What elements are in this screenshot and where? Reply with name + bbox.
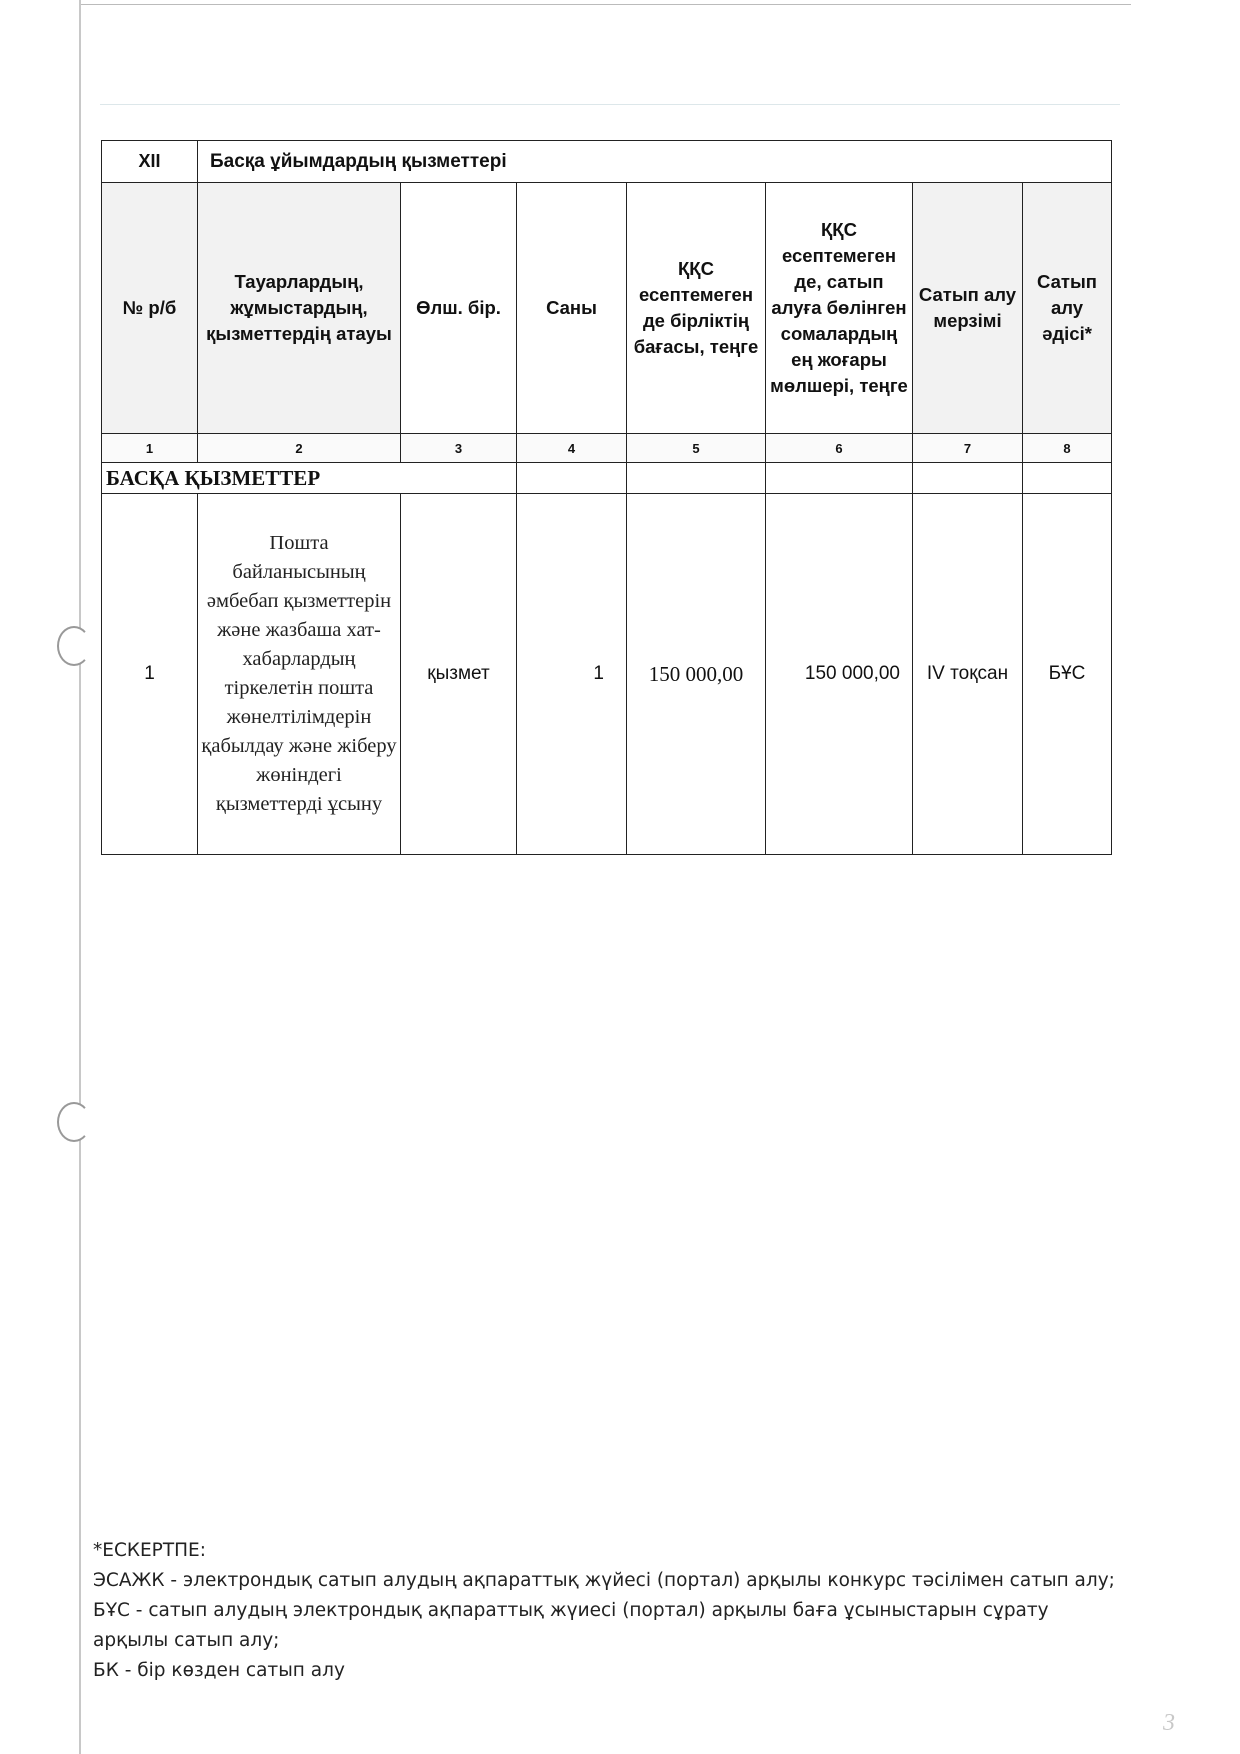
group-cell — [766, 463, 913, 494]
group-label: БАСҚА ҚЫЗМЕТТЕР — [102, 463, 517, 494]
column-number: 7 — [913, 434, 1023, 463]
header-row — [102, 183, 1112, 434]
column-number: 2 — [198, 434, 401, 463]
column-number: 4 — [517, 434, 627, 463]
row-quantity: 1 — [517, 494, 627, 855]
column-number-row — [102, 434, 1112, 463]
column-number: 6 — [766, 434, 913, 463]
note-line: БҰС - сатып алудың электрондық ақпараттық жүиесі (портал) арқылы баға ұсыныстарын сұрату арқылы сатып алу; — [93, 1600, 1049, 1651]
header-cell-max-amount: ҚҚС есептемеген де, сатып алуға бөлінген сомалардың ең жоғары мөлшері, теңге — [766, 183, 913, 434]
punch-hole — [57, 1102, 91, 1142]
row-item-name: Пошта байланысының әмбебап қызметтерін және жазбаша хат-хабарлардың тіркелетін пошта жөнелтілімдерін қабылдау және жіберу жөніндегі қызметтерді ұсыну — [198, 494, 401, 855]
group-cell — [913, 463, 1023, 494]
row-method: БҰС — [1023, 494, 1112, 855]
section-title: Басқа ұйымдардың қызметтері — [198, 141, 1112, 183]
procurement-table — [101, 140, 1112, 855]
section-number: XII — [102, 141, 198, 183]
group-cell — [627, 463, 766, 494]
page-number-mark: 3 — [1163, 1710, 1175, 1736]
header-cell-qty: Саны — [517, 183, 627, 434]
header-cell-unit-price: ҚҚС есептемеген де бірліктің бағасы, теңге — [627, 183, 766, 434]
scan-line — [100, 104, 1120, 105]
table-row — [102, 494, 1112, 855]
page-edge-line — [79, 0, 81, 1754]
row-period: IV тоқсан — [913, 494, 1023, 855]
row-unit-price: 150 000,00 — [627, 494, 766, 855]
note-line: БК - бір көзден сатып алу — [93, 1660, 345, 1681]
row-number: 1 — [102, 494, 198, 855]
group-row — [102, 463, 1112, 494]
column-number: 8 — [1023, 434, 1112, 463]
notes-title: *ЕСКЕРТПЕ: — [93, 1540, 206, 1561]
row-max-amount: 150 000,00 — [766, 494, 913, 855]
group-cell — [1023, 463, 1112, 494]
section-row — [102, 141, 1112, 183]
footnotes — [93, 1536, 1123, 1686]
header-cell-method: Сатып алу әдісі* — [1023, 183, 1112, 434]
page-top-edge — [81, 4, 1131, 5]
header-cell-no: № р/б — [102, 183, 198, 434]
note-line: ЭСАЖК - электрондық сатып алудың ақпараттық жүйесі (портал) арқылы конкурс тәсілімен сатып алу; — [93, 1570, 1115, 1591]
column-number: 1 — [102, 434, 198, 463]
column-number: 5 — [627, 434, 766, 463]
header-cell-name: Тауарлардың, жұмыстардың, қызметтердің атауы — [198, 183, 401, 434]
header-cell-unit: Өлш. бір. — [401, 183, 517, 434]
header-cell-period: Сатып алу мерзімі — [913, 183, 1023, 434]
column-number: 3 — [401, 434, 517, 463]
group-cell — [517, 463, 627, 494]
row-unit: қызмет — [401, 494, 517, 855]
punch-hole — [57, 626, 91, 666]
